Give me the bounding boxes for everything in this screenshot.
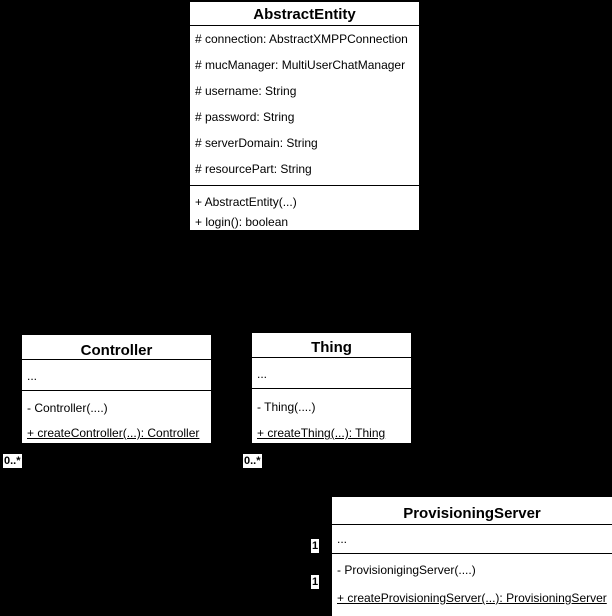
- attributes-section: [22, 360, 211, 391]
- attribute-password: # password: String: [195, 110, 295, 124]
- attribute-username: # username: String: [195, 84, 297, 98]
- attribute-ellipsis: ...: [257, 367, 268, 381]
- attribute-connection: # connection: AbstractXMPPConnection: [195, 32, 408, 46]
- method-constructor: + AbstractEntity(...): [195, 195, 297, 209]
- method-create-thing: + createThing(...): Thing: [257, 426, 386, 440]
- method-constructor: - ProvisionigingServer(....): [337, 563, 476, 577]
- methods-section: [332, 554, 612, 616]
- method-create-provisioning-server: + createProvisioningServer(...): ProvisioningServer: [337, 591, 607, 605]
- class-name: Controller: [22, 335, 211, 360]
- attributes-section: [252, 358, 411, 389]
- multiplicity-thing: 0..*: [244, 455, 261, 467]
- attribute-resource-part: # resourcePart: String: [195, 162, 312, 176]
- attributes-section: [190, 26, 419, 186]
- method-constructor: - Thing(....): [257, 400, 316, 414]
- attribute-ellipsis: ...: [27, 369, 38, 383]
- class-name: Thing: [252, 333, 411, 358]
- provisioning-server-class[interactable]: [332, 497, 612, 616]
- class-name: AbstractEntity: [190, 2, 419, 26]
- method-constructor: - Controller(....): [27, 401, 108, 415]
- class-name: ProvisioningServer: [332, 497, 612, 525]
- multiplicity-provisioning-upper: 1: [312, 540, 319, 552]
- methods-section: [252, 389, 411, 443]
- attribute-ellipsis: ...: [337, 532, 348, 546]
- multiplicity-controller: 0..*: [4, 455, 21, 467]
- methods-section: [22, 391, 211, 443]
- methods-section: [190, 186, 419, 230]
- controller-class[interactable]: [22, 335, 211, 443]
- attribute-muc-manager: # mucManager: MultiUserChatManager: [195, 58, 406, 72]
- abstract-entity-class[interactable]: [190, 2, 419, 230]
- attributes-section: [332, 525, 612, 554]
- method-login: + login(): boolean: [195, 215, 289, 229]
- thing-class[interactable]: [252, 333, 411, 443]
- attribute-server-domain: # serverDomain: String: [195, 136, 318, 150]
- multiplicity-provisioning-lower: 1: [312, 576, 319, 588]
- method-create-controller: + createController(...): Controller: [27, 426, 200, 440]
